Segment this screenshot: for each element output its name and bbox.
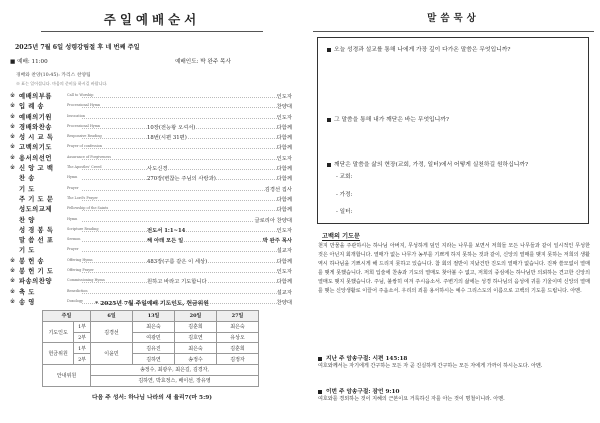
order-mark: ※ <box>10 102 16 110</box>
order-english: Offering Prayer <box>67 268 94 273</box>
order-name: 말 씀 선 포 <box>19 237 54 245</box>
order-mark: ※ <box>10 122 16 130</box>
table-cell: 기도인도 <box>43 321 74 343</box>
order-leader: 다함께 <box>276 196 292 203</box>
order-leader: 인도자 <box>276 227 292 234</box>
dotted-leader <box>82 241 291 242</box>
table-cell: 김정자 <box>217 354 259 365</box>
order-mark: ※ <box>10 256 16 264</box>
order-leader: 인도자 <box>276 155 292 162</box>
table-cell: 김경선 <box>91 321 133 343</box>
order-name: 파송의찬양 <box>19 278 52 286</box>
table-cell: 김훈희 <box>175 321 217 332</box>
dotted-leader <box>82 231 291 232</box>
order-mark: ※ <box>10 92 16 99</box>
meditation-divider <box>313 31 594 32</box>
dotted-leader <box>82 159 291 160</box>
order-leader: 다함께 <box>276 135 292 142</box>
table-cell: 유상오 <box>217 332 259 343</box>
order-english: Call to Worship <box>67 93 94 97</box>
bullet-icon <box>327 118 331 122</box>
table-cell: 안내위원 <box>43 364 91 386</box>
table-row <box>43 354 259 365</box>
order-leader: 다함께 <box>276 145 292 152</box>
order-english: Processional Hymn <box>67 103 101 108</box>
order-leader: 찬양대 <box>276 299 292 306</box>
dotted-leader <box>82 272 291 273</box>
order-mark: ※ <box>10 267 16 275</box>
table-cell: 김호연 <box>175 332 217 343</box>
order-item <box>10 287 298 297</box>
table-row <box>43 332 259 343</box>
order-english: Benediction <box>67 288 88 293</box>
table-cell: 김하연, 박효정스, 배이선, 장유영 <box>91 375 259 386</box>
table-cell: 6일 <box>91 311 133 322</box>
bullet-icon <box>327 48 331 52</box>
order-item <box>10 122 298 132</box>
bullet-icon <box>318 357 322 361</box>
order-name: 성도의교제 <box>19 206 52 214</box>
question-2 <box>327 114 449 123</box>
meditation-title: 말씀묵상 <box>427 13 480 24</box>
order-item <box>10 112 298 122</box>
table-cell: 2부 <box>74 354 91 365</box>
last-week-verse: 여호와께서는 자기에게 간구하는 모든 자 곧 진실하게 간구하는 모든 자에게 가까이 하시는도다. 아멘. <box>318 363 543 369</box>
order-mark: ※ <box>10 153 16 161</box>
order-english: Invocation <box>67 113 86 118</box>
order-english: Prayer <box>67 247 79 252</box>
order-item <box>10 153 298 163</box>
table-cell: 이윤민 <box>91 343 133 365</box>
order-leader: 찬양대 <box>276 104 292 111</box>
table-cell: 김유진 <box>133 343 175 354</box>
order-english: Sermon <box>67 237 81 242</box>
order-list <box>10 91 298 307</box>
this-week-verse: 여호와를 경외하는 것이 지혜의 근본이요 거룩하신 자를 아는 것이 명철이니라. 아멘. <box>318 396 505 402</box>
dotted-leader <box>82 107 291 108</box>
order-item <box>10 256 298 266</box>
order-detail: 483장(구름 같은 이 세상) <box>147 258 208 265</box>
order-english: Prayer <box>67 185 79 190</box>
table-cell: 27일 <box>217 311 259 322</box>
question-1 <box>327 44 511 53</box>
table-row <box>43 364 259 375</box>
table-cell: 최은숙 <box>133 321 175 332</box>
order-item <box>10 204 298 214</box>
question-text: 오늘 성경과 설교를 통해 나에게 가장 깊이 다가온 말씀은 무엇입니까? <box>334 47 511 53</box>
order-leader: 박 완주 목사 <box>262 238 292 245</box>
order-english: Scripture Reading <box>67 226 99 231</box>
order-name: 봉 헌 송 <box>19 257 45 265</box>
order-english: Assurance of Forgiveness <box>67 154 111 159</box>
order-item <box>10 266 298 276</box>
table-cell: 김하연 <box>133 354 175 365</box>
dotted-leader <box>82 169 291 170</box>
table-cell: 20일 <box>175 311 217 322</box>
meditation-panel <box>313 0 594 423</box>
order-english: The Lord's Prayer <box>67 195 98 200</box>
order-english: Prayer of confession <box>67 144 103 149</box>
question-3 <box>327 159 528 168</box>
order-name: 경배와찬송 <box>19 123 52 131</box>
order-leader: 다함께 <box>276 258 292 265</box>
order-english: The Apostles' Creed <box>67 165 102 170</box>
dotted-leader <box>82 148 291 149</box>
order-leader: 인도자 <box>276 114 292 121</box>
last-week-verse-heading <box>318 353 407 362</box>
schedule-table <box>42 310 259 387</box>
order-name: 찬 송 <box>19 175 35 183</box>
order-detail: 18번(시편 31편) <box>147 135 187 142</box>
order-name: 기 도 <box>19 185 35 193</box>
order-english: Commissioning Hymn <box>67 278 105 283</box>
table-cell: 2부 <box>74 332 91 343</box>
schedule-title: * 2025년 7월 주일예배 기도인도, 헌금위원 <box>95 301 209 307</box>
order-detail: 10장(전능왕 오셔서) <box>147 124 196 131</box>
order-mark: ※ <box>10 164 16 172</box>
worship-leader: 예배인도: 박 완주 목사 <box>175 59 231 65</box>
order-name: 예배의기원 <box>19 113 52 121</box>
order-leader: 다함께 <box>276 279 292 286</box>
order-leader: 김경선 집사 <box>264 186 292 193</box>
dotted-leader <box>82 251 291 252</box>
order-leader: 설교자 <box>276 289 292 296</box>
order-leader: 다함께 <box>276 124 292 131</box>
title-divider <box>41 31 263 32</box>
order-english: Fellowship of the Saints <box>67 206 109 211</box>
order-item <box>10 235 298 245</box>
table-row <box>43 321 259 332</box>
order-mark: ※ <box>10 143 16 151</box>
page-title: 주일예배순서 <box>103 12 201 27</box>
order-mark: ※ <box>10 277 16 285</box>
order-name: 성 경 봉 독 <box>19 226 54 234</box>
order-item <box>10 173 298 183</box>
table-cell: 송정수 <box>175 354 217 365</box>
order-leader: 글로리아 찬양대 <box>254 217 292 224</box>
order-english: Doxology <box>67 298 83 303</box>
order-english: Hymn <box>67 216 78 221</box>
order-mark: ※ <box>10 112 16 120</box>
order-leader: 인도자 <box>276 94 292 100</box>
worship-order-panel <box>7 0 297 423</box>
order-leader: 인도자 <box>276 269 292 276</box>
order-leader: 다함께 <box>276 207 292 214</box>
order-leader: 설교자 <box>276 248 292 255</box>
order-item <box>10 142 298 152</box>
order-name: 신 앙 고 백 <box>19 165 54 173</box>
table-row <box>43 343 259 354</box>
table-cell: 주일 <box>43 311 91 322</box>
order-name: 축 도 <box>19 288 35 296</box>
order-name: 예배의부름 <box>19 93 52 100</box>
response-home: - 가정: <box>336 192 353 198</box>
meditation-box <box>317 37 589 224</box>
dotted-leader <box>82 190 291 191</box>
order-detail: 원하고 바라고 기도합니다 <box>147 279 207 286</box>
table-cell: 여광민 <box>133 332 175 343</box>
order-english: Responsive Reading <box>67 134 102 139</box>
order-english: Hymn <box>67 175 78 180</box>
order-english: Offering Hymn <box>67 257 93 262</box>
confession-title: 고백의 기도문 <box>322 233 361 240</box>
service-date: 2025년 7월 6일 성령강림절 후 네 번째 주일 <box>15 44 140 51</box>
table-cell: 1부 <box>74 321 91 332</box>
bullet-icon <box>318 390 322 394</box>
dotted-leader <box>82 210 291 211</box>
worship-time: ■ 예배: 11:00 <box>10 59 48 65</box>
table-cell: 1부 <box>74 343 91 354</box>
response-church: - 교회: <box>336 174 353 180</box>
order-item <box>10 245 298 255</box>
verse-heading-text: 지난 주 암송구절: 시편 145:18 <box>326 356 408 362</box>
dotted-leader <box>82 293 291 294</box>
order-detail: 해 아래 모든 일 <box>147 238 184 245</box>
this-week-verse-heading <box>318 386 399 395</box>
dotted-leader <box>82 200 291 201</box>
order-name: 봉 헌 기 도 <box>19 268 54 276</box>
dotted-leader <box>82 118 291 119</box>
order-item <box>10 163 298 173</box>
order-detail: 270장(변찮는 주님의 사랑과) <box>147 176 216 183</box>
order-name: 기 도 <box>19 247 35 255</box>
table-cell: 헌금위원 <box>43 343 74 365</box>
table-cell: 최은숙 <box>217 321 259 332</box>
question-text: 깨닫은 말씀을 삶의 현장(교회, 가정, 일터)에서 어떻게 실천하길 원하십니까? <box>334 162 529 168</box>
order-name: 성 시 교 독 <box>19 134 54 142</box>
order-name: 입 례 송 <box>19 103 45 111</box>
order-item <box>10 276 298 286</box>
verse-heading-text: 이번 주 암송구절: 잠언 9:10 <box>326 389 400 395</box>
next-week-sermon: 다음 주 성서: 하나님 나라의 새 율리7(마 5:9) <box>92 395 212 401</box>
order-name: 주 기 도 문 <box>19 195 54 203</box>
order-item <box>10 101 298 111</box>
confession-text: 천지 만물을 주관하시는 하나님 아버지, 무성하게 덮인 지라는 나무를 보면서 저희들 모든 나무들과 같이 일시적인 무성한 것은 아닌지 회개합니다. 열매가 없는 나무가 농부를 기쁘게 하지 못하는 것과 같이, 신앙의 열매를 맺지 못하는 저희의 생활 역시 하나님을 기쁘시게 해 드리지 못하고 있습니다. 참 회의 절반이 지났건만 진도의 열매가 없습니다. 진짜 쓸모없이 열매를 맺게 못했습니다. 저희 입술에 찬송과 기도의 열매도 찾아볼 수 없고, 저희의 중심에는 하나님만 의뢰하는 견고한 신앙의 열매도 맺지 못했습니다. 주님, 불쌍히 여겨 주시옵소서. 주변기의 삶에는 성경 하나님의 음성에 귀를 기울이며 신앙의 열매를 맺는 신앙생활로 이끌어 주옵소서. 우리의 죄를 용서하시는 예수 그리스도의 이름으로 고백의 기도를 드립니다. 아멘. <box>318 243 590 294</box>
order-item <box>10 225 298 235</box>
order-english: Processional Hymn <box>67 123 101 128</box>
order-name: 용서의선언 <box>19 154 52 162</box>
table-cell: 김훈희 <box>217 343 259 354</box>
table-cell: 13일 <box>133 311 175 322</box>
order-mark: ※ <box>10 133 16 141</box>
order-detail: 사도신경 <box>147 166 168 173</box>
dotted-leader <box>82 97 291 98</box>
praise-info: 경배와 찬양(10:45): 카리스 찬양팀 <box>16 73 91 78</box>
order-detail: 전도서 1:1~14 <box>147 227 186 234</box>
order-leader: 다함께 <box>276 166 292 173</box>
order-item <box>10 91 298 101</box>
order-leader: 다함께 <box>276 176 292 183</box>
order-name: 고백의기도 <box>19 144 52 152</box>
question-text: 그 말씀을 통해 내가 깨닫은 바는 무엇입니까? <box>334 117 449 123</box>
table-cell: 송정수, 최광우, 최은길, 김경자, <box>91 364 259 375</box>
order-item <box>10 194 298 204</box>
response-work: - 일터: <box>336 209 353 215</box>
order-name: 송 영 <box>19 298 35 306</box>
bullet-icon <box>327 163 331 167</box>
order-item <box>10 215 298 225</box>
table-row <box>43 311 259 322</box>
order-name: 찬 양 <box>19 216 35 224</box>
table-cell: 최은숙 <box>175 343 217 354</box>
order-item <box>10 132 298 142</box>
standing-note: ※ 표는 일어섭니다. 마음의 준비를 하시길 바랍니다. <box>16 81 108 86</box>
order-item <box>10 184 298 194</box>
order-mark: ※ <box>10 287 16 295</box>
order-mark: ※ <box>10 297 16 305</box>
